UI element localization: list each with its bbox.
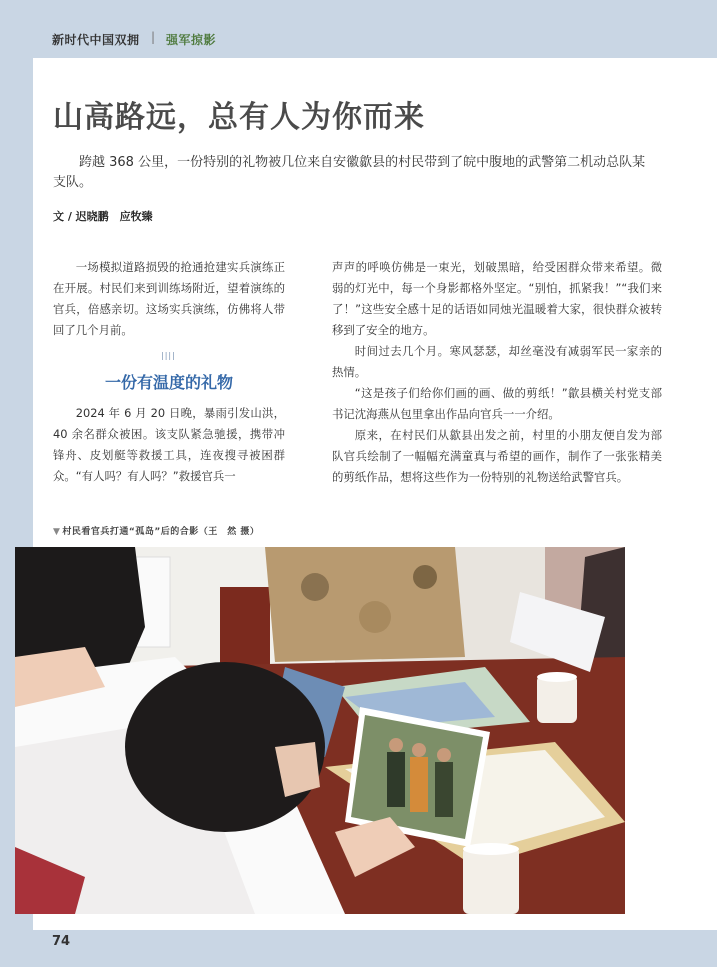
paragraph: 2024 年 6 月 20 日晚，暴雨引发山洪，40 余名群众被困。该支队紧急驰援，携带冲锋舟、皮划艇等救援工具，连夜搜寻被困群众。“有人吗？有人吗？”救援官兵一	[53, 406, 285, 483]
left-column-2	[53, 403, 285, 487]
article-title: 山高路远，总有人为你而来	[53, 100, 425, 135]
article-byline: 文 / 迟晓鹏 应牧臻	[53, 210, 153, 223]
header-band	[0, 0, 717, 58]
section-title: 一份有温度的礼物	[104, 373, 233, 392]
page-number: 74	[52, 934, 71, 949]
right-column	[332, 257, 662, 488]
series-title: 新时代中国双拥	[52, 33, 140, 47]
section-divider-mark: ||||	[161, 351, 176, 360]
header-separator: |	[151, 30, 156, 44]
left-column	[53, 257, 285, 341]
photo-caption	[53, 524, 259, 537]
paragraph: 时间过去几个月。寒风瑟瑟，却丝毫没有减弱军民一家亲的热情。	[332, 344, 662, 379]
paragraph: 声声的呼唤仿佛是一束光，划破黑暗，给受困群众带来希望。微弱的灯光中，每一个身影都格外坚定。“别怕，抓紧我！”“我们来了！”这些安全感十足的话语如同烛光温暖着大家，很快群众被转移到了安全的地方。	[332, 260, 662, 337]
paragraph: 原来，在村民们从歙县出发之前，村里的小朋友便自发为部队官兵绘制了一幅幅充满童真与希望的画作，制作了一张张精美的剪纸作品，想将这些作为一份特别的礼物送给武警官兵。	[332, 428, 662, 484]
column-title: 强军掠影	[166, 33, 217, 47]
article-lede: 跨越 368 公里，一份特别的礼物被几位来自安徽歙县的村民带到了皖中腹地的武警第二机动总队某支队。	[53, 155, 646, 190]
paragraph: “这是孩子们给你们画的画、做的剪纸！”歙县横关村党支部书记沈海燕从包里拿出作品向官兵一一介绍。	[332, 386, 662, 421]
paragraph: 一场模拟道路损毁的抢通抢建实兵演练正在开展。村民们来到训练场附近，望着演练的官兵，倍感亲切。这场实兵演练，仿佛将人带回了几个月前。	[53, 260, 285, 337]
caption-text: 村民看官兵打通“孤岛”后的合影（王 然 摄）	[62, 527, 260, 537]
article-photo	[15, 547, 625, 914]
caption-triangle-icon: ▼	[53, 527, 61, 537]
